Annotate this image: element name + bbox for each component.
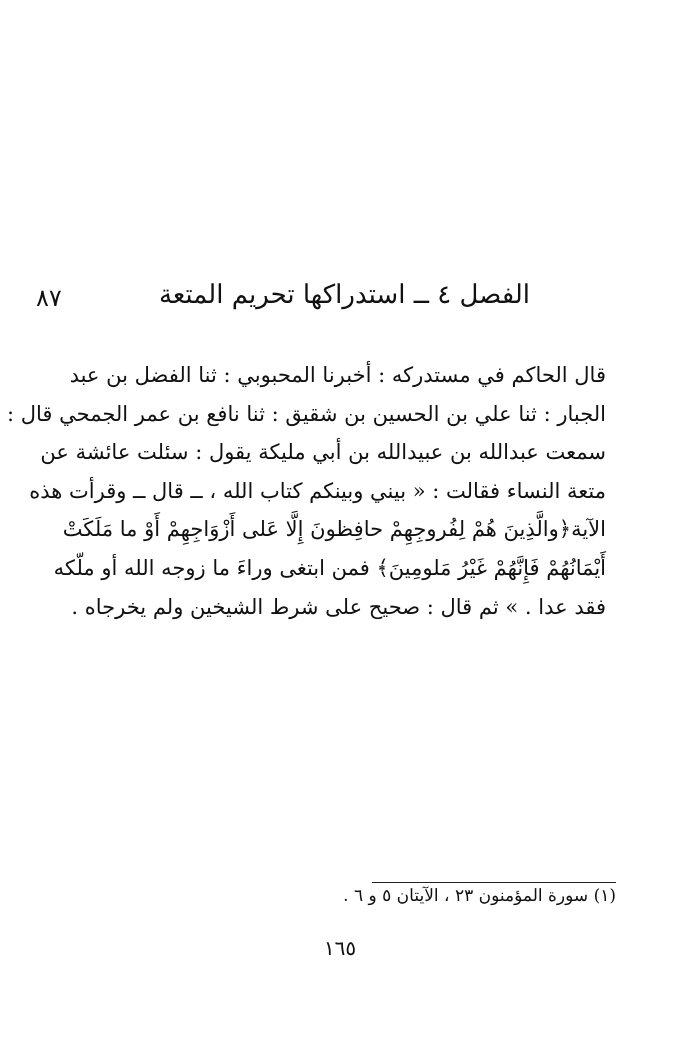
chapter-title: الفصل ٤ ــ استدراكها تحريم المتعة	[158, 280, 530, 310]
running-header	[0, 280, 680, 320]
paragraph-line: سمعت عبدالله بن عبيدالله بن أبي مليكة يقول : سئلت عائشة عن	[40, 440, 606, 465]
paragraph-line: فقد عدا . » ثم قال : صحيح على شرط الشيخين ولم يخرجاه .	[71, 594, 606, 619]
footnote-divider	[372, 882, 616, 883]
main-paragraph	[7, 356, 606, 626]
footnote: (١) سورة المؤمنون ٢٣ ، الآيتان ٥ و ٦ .	[343, 886, 616, 906]
footer-page-number: ١٦٥	[323, 936, 357, 960]
paragraph-line: الجبار : ثنا علي بن الحسين بن شقيق : ثنا نافع بن عمر الجمحي قال :	[7, 401, 606, 426]
paragraph-line: أَيْمَانُهُمْ فَإِنَّهُمْ غَيْرُ مَلومِينَ﴾ فمن ابتغى وراءَ ما زوجه الله أو ملّكه	[53, 555, 606, 580]
header-page-number: ٨٧	[36, 284, 62, 312]
paragraph-line: متعة النساء فقالت : « بيني وبينكم كتاب الله ، ــ قال ــ وقرأت هذه	[29, 478, 606, 503]
paragraph-line: الآية﴿والَّذِينَ هُمْ لِفُروجِهِمْ حافِظونَ إِلَّا عَلى أَزْوَاجِهِمْ أَوْ ما مَلَكَتْ	[62, 517, 606, 542]
paragraph-line: قال الحاكم في مستدركه : أخبرنا المحبوبي : ثنا الفضل بن عبد	[69, 363, 606, 387]
